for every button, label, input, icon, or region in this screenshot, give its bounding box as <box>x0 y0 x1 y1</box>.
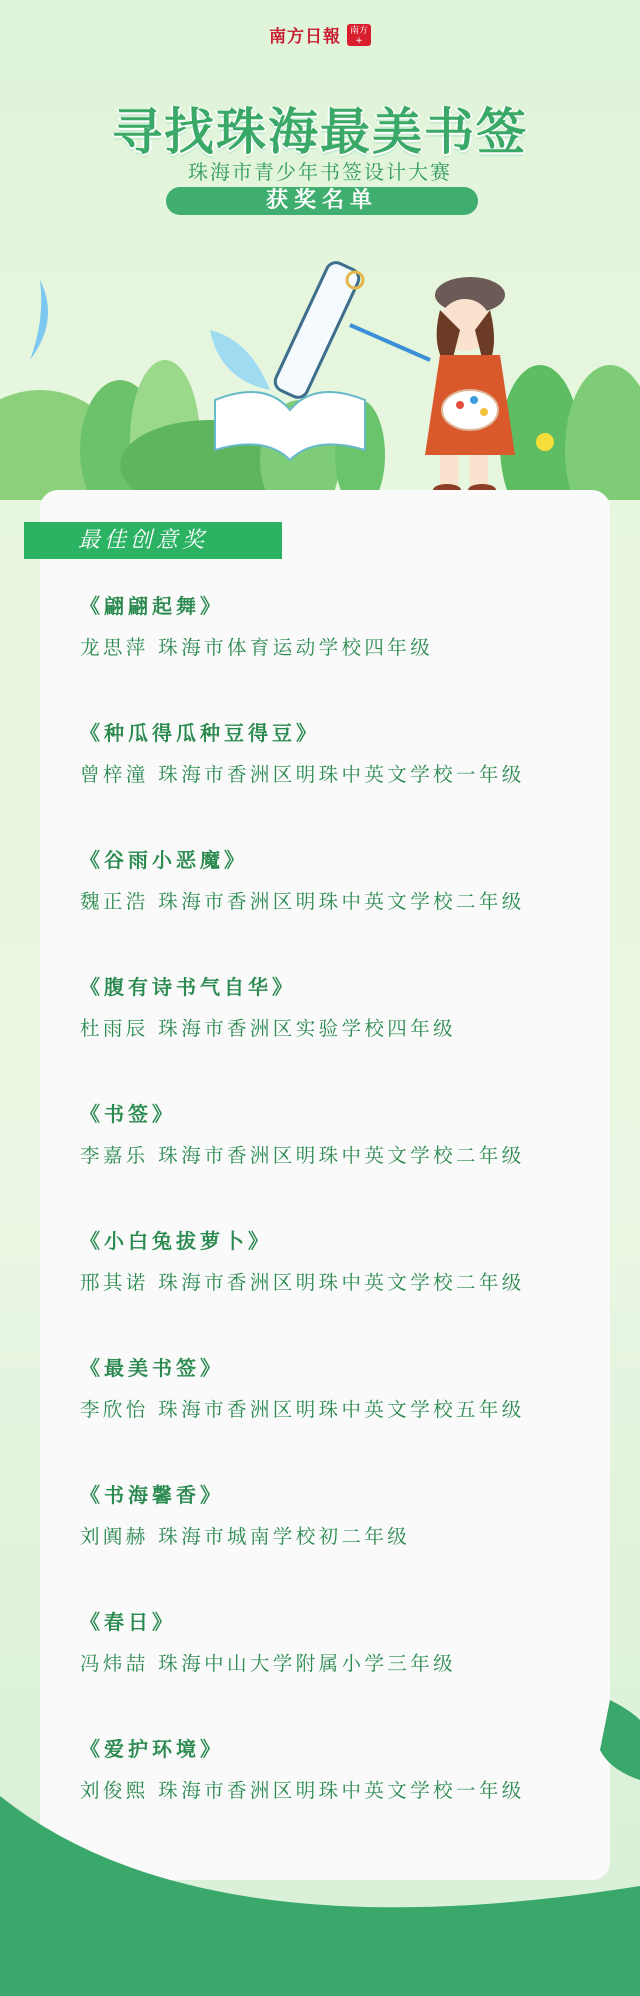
winner-info: 冯炜喆 珠海中山大学附属小学三年级 <box>80 1652 456 1675</box>
winners-list-pill: 获奖名单 <box>166 187 478 215</box>
artwork-title: 《春日》 <box>80 1610 176 1634</box>
artwork-title: 《书海馨香》 <box>80 1483 224 1507</box>
artwork-title: 《爱护环境》 <box>80 1737 224 1761</box>
award-entry <box>80 1479 620 1606</box>
fern-icon <box>210 330 270 390</box>
award-entry <box>80 717 620 844</box>
winner-info: 李欣怡 珠海市香洲区明珠中英文学校五年级 <box>80 1398 525 1421</box>
winner-info: 刘俊熙 珠海市香洲区明珠中英文学校一年级 <box>80 1779 525 1802</box>
wave-icon <box>0 1796 640 1996</box>
paintbrush-icon <box>350 325 430 360</box>
winner-info: 龙思萍 珠海市体育运动学校四年级 <box>80 636 434 659</box>
award-entry <box>80 1225 620 1352</box>
artwork-title: 《最美书签》 <box>80 1356 224 1380</box>
award-category-banner: 最佳创意奖 <box>24 522 282 559</box>
newspaper-logo: 南方日報 <box>269 27 341 47</box>
winner-info: 李嘉乐 珠海市香洲区明珠中英文学校二年级 <box>80 1144 525 1167</box>
award-entry <box>80 1098 620 1225</box>
winner-info: 魏正浩 珠海市香洲区明珠中英文学校二年级 <box>80 890 525 913</box>
paint-palette-icon <box>442 390 498 430</box>
bottom-wave-decoration <box>0 1660 640 1996</box>
leaf-right2-icon <box>565 365 640 500</box>
flower-icon <box>536 433 554 451</box>
page-subtitle: 珠海市青少年书签设计大赛 <box>188 160 452 184</box>
award-entry <box>80 590 620 717</box>
artwork-title: 《种瓜得瓜种豆得豆》 <box>80 721 320 745</box>
masthead <box>0 22 640 47</box>
award-entry <box>80 971 620 1098</box>
artwork-title: 《腹有诗书气自华》 <box>80 975 296 999</box>
artwork-title: 《谷雨小恶魔》 <box>80 848 248 872</box>
artwork-title: 《书签》 <box>80 1102 176 1126</box>
app-badge-icon: 南方+ <box>347 24 371 46</box>
winner-info: 杜雨辰 珠海市香洲区实验学校四年级 <box>80 1017 456 1040</box>
award-entry <box>80 1352 620 1479</box>
artwork-title: 《翩翩起舞》 <box>80 594 224 618</box>
award-entry <box>80 844 620 971</box>
page-title: 寻找珠海最美书签 <box>112 103 528 161</box>
header-illustration <box>0 250 640 500</box>
winner-info: 刘阗赫 珠海市城南学校初二年级 <box>80 1525 411 1548</box>
winner-info: 邢其诺 珠海市香洲区明珠中英文学校二年级 <box>80 1271 525 1294</box>
winner-info: 曾梓潼 珠海市香洲区明珠中英文学校一年级 <box>80 763 525 786</box>
blue-leaf-icon <box>30 280 48 360</box>
artwork-title: 《小白兔拔萝卜》 <box>80 1229 272 1253</box>
